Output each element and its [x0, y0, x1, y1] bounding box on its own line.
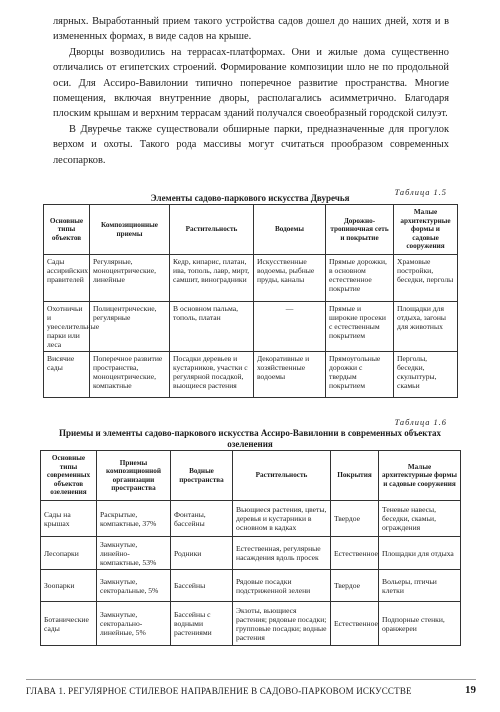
column-header: Покрытия	[331, 451, 379, 501]
table-cell: Перголы, беседки, скульптуры, скамьи	[394, 352, 458, 398]
table-row	[44, 255, 458, 302]
column-header: Водоемы	[254, 205, 326, 255]
table-cell: Прямоугольные дорожки с твердым покрытием	[326, 352, 394, 398]
table-cell: Вольеры, птичьи клетки	[379, 570, 461, 602]
table-cell: Экзоты, вьющиеся растения; рядовые посадки; групповые посадки; водные растения	[233, 602, 331, 646]
table-cell: Искусственные водоемы, рыбные пруды, каналы	[254, 255, 326, 302]
column-header: Основные типы современных объектов озеленения	[41, 451, 97, 501]
table-cell: Вьющиеся растения, цветы, деревья и кустарники в основном в кадках	[233, 501, 331, 537]
paragraph: Дворцы возводились на террасах-платформах. Они и жилые дома существенно отличались от египетских строений. Формирование композиции шло не по продольной оси. Для Ассиро-Вавилонии типично поперечное развитие пространства. Многие помещения, включая внутренние дворы, располагались асимметрично. Благодаря плоским крышам и верхним террасам зданий получался своеобразный городской силуэт.	[53, 46, 449, 120]
table-modern-greenery	[40, 450, 461, 646]
table-cell: Прямые дорожки, в основном естественное покрытие	[326, 255, 394, 302]
table-row	[44, 352, 458, 398]
table-cell: Регулярные, моноцентрические, линейные	[90, 255, 170, 302]
table-label: Таблица 1.5	[394, 188, 447, 197]
footer-divider	[26, 679, 476, 680]
column-header: Малые архитектурные формы и садовые сооружения	[394, 205, 458, 255]
table-cell: Теневые навесы, беседки, скамьи, ограждения	[379, 501, 461, 537]
table-cell: Декоративные и хозяйственные водоемы	[254, 352, 326, 398]
column-header: Основные типы объектов	[44, 205, 90, 255]
table-caption: Приемы и элементы садово-паркового искусства Ассиро-Вавилонии в современных объектах озеленения	[58, 428, 442, 449]
column-header: Композиционные приемы	[90, 205, 170, 255]
column-header: Приемы композиционной организации пространства	[97, 451, 171, 501]
table-cell: Замкнутые, секторально-линейные, 5%	[97, 602, 171, 646]
table-cell: Рядовые посадки подстриженной зелени	[233, 570, 331, 602]
table-cell: Охотничьи и увеселительные парки или леса	[44, 302, 90, 352]
table-cell: Бассейны	[171, 570, 233, 602]
table-cell: Храмовые постройки, беседки, перголы	[394, 255, 458, 302]
table-cell: Площадки для отдыха	[379, 537, 461, 570]
paragraph: В Двуречье также существовали обширные парки, предназначенные для прогулок верхом и охоты. Такого рода массивы могут считаться прообразом современных лесопарков.	[53, 123, 449, 166]
body-text	[53, 14, 449, 168]
table-cell: Сады на крышах	[41, 501, 97, 537]
table-caption: Элементы садово-паркового искусства Двуречья	[150, 193, 350, 203]
table-cell: Посадки деревьев и кустарников, участки с регулярной посадкой, вьющиеся растения	[170, 352, 254, 398]
table-cell: Естественное	[331, 602, 379, 646]
table-cell: —	[254, 302, 326, 352]
table-cell: Ботанические сады	[41, 602, 97, 646]
column-header: Растительность	[233, 451, 331, 501]
page-footer	[26, 684, 476, 698]
table-cell: Родники	[171, 537, 233, 570]
table-row	[41, 537, 461, 570]
page-number: 19	[465, 684, 476, 696]
table-row	[41, 602, 461, 646]
table-cell: Полицентрические, регулярные	[90, 302, 170, 352]
table-cell: Поперечное развитие пространства, моноцентрические, компактные	[90, 352, 170, 398]
table-row	[41, 570, 461, 602]
chapter-title: ГЛАВА 1. РЕГУЛЯРНОЕ СТИЛЕВОЕ НАПРАВЛЕНИЕ В САДОВО-ПАРКОВОМ ИСКУССТВЕ	[26, 686, 412, 696]
table-cell: Замкнутые, линейно-компактные, 53%	[97, 537, 171, 570]
column-header: Водные пространства	[171, 451, 233, 501]
column-header: Малые архитектурные формы и садовые сооружения	[379, 451, 461, 501]
table-cell: Твердое	[331, 501, 379, 537]
table-cell: Висячие сады	[44, 352, 90, 398]
table-cell: Зоопарки	[41, 570, 97, 602]
table-row	[41, 501, 461, 537]
table-cell: Замкнутые, секторальные, 5%	[97, 570, 171, 602]
column-header: Дорожно-тропиночная сеть и покрытие	[326, 205, 394, 255]
table-cell: Кедр, кипарис, платан, ива, тополь, лавр, мирт, самшит, виноградники	[170, 255, 254, 302]
table-cell: В основном пальма, тополь, платан	[170, 302, 254, 352]
table-cell: Прямые и широкие просеки с естественным покрытием	[326, 302, 394, 352]
table-cell: Лесопарки	[41, 537, 97, 570]
table-row	[44, 302, 458, 352]
table-cell: Подпорные стенки, оранжереи	[379, 602, 461, 646]
column-header: Растительность	[170, 205, 254, 255]
table-cell: Твердое	[331, 570, 379, 602]
table-cell: Сады ассирийских правителей	[44, 255, 90, 302]
table-cell: Бассейны с водными растениями	[171, 602, 233, 646]
table-cell: Естественная, регулярные насаждения вдоль просек	[233, 537, 331, 570]
table-elements-mesopotamia	[43, 204, 458, 398]
table-label: Таблица 1.6	[394, 418, 447, 427]
table-cell: Площадки для отдыха, загоны для животных	[394, 302, 458, 352]
table-cell: Раскрытые, компактные, 37%	[97, 501, 171, 537]
table-cell: Естественное	[331, 537, 379, 570]
paragraph: лярных. Выработанный прием такого устройства садов дошел до наших дней, хотя и в измененных формах, в виде садов на крыше.	[53, 16, 449, 43]
table-cell: Фонтаны, бассейны	[171, 501, 233, 537]
